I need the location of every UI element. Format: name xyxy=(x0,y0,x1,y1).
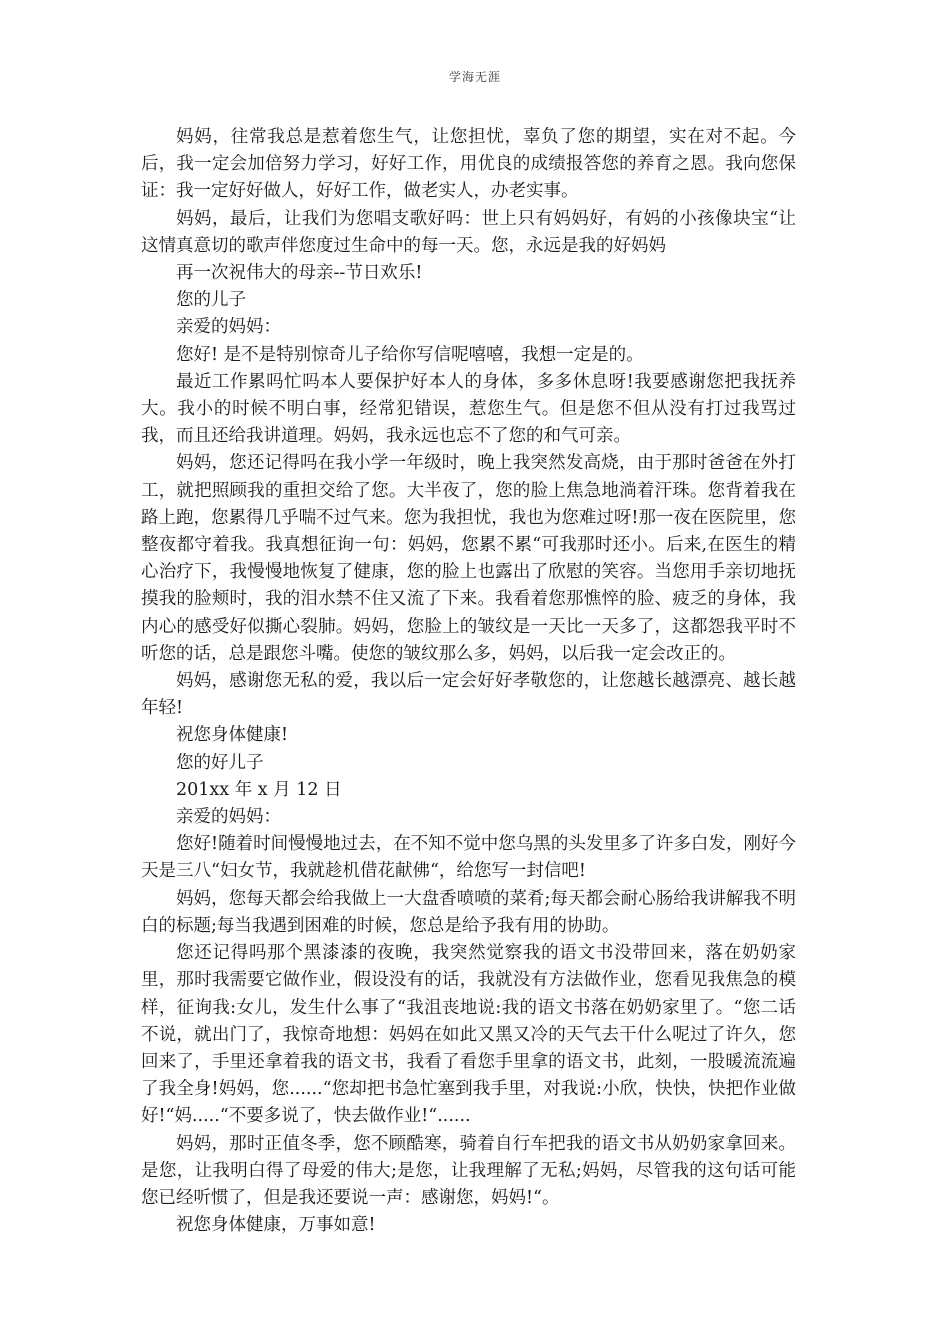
date-line: 201xx 年 x 月 12 日 xyxy=(176,779,342,800)
paragraph: 妈妈，那时正值冬季，您不顾酷寒，骑着自行车把我的语文书从奶奶家拿回来。是您，让我明白得了母爱的伟大;是您，让我理解了无私;妈妈，尽管我的这句话可能您已经听惯了，但是我还要说一声：感谢您，妈妈!“。 xyxy=(141,1133,796,1208)
paragraph: 妈妈，您还记得吗在我小学一年级时，晚上我突然发高烧，由于那时爸爸在外打工，就把照顾我的重担交给了您。大半夜了，您的脸上焦急地淌着汗珠。您背着我在路上跑，您累得几乎喘不过气来。您为我担忧，我也为您难过呀!那一夜在医院里，您整夜都守着我。我真想征询一句：妈妈，您累不累“可我那时还小。后来,在医生的精心治疗下，我慢慢地恢复了健康，您的脸上也露出了欣慰的笑容。当您用手亲切地抚摸我的脸颊时，我的泪水禁不住又流了下来。我看着您那憔悴的脸、疲乏的身体，我内心的感受好似撕心裂肺。妈妈，您脸上的皱纹是一天比一天多了，这都怨我平时不听您的话，总是跟您斗嘴。使您的皱纹那么多，妈妈，以后我一定会改正的。 xyxy=(141,453,796,664)
paragraph: 妈妈，您每天都会给我做上一大盘香喷喷的菜肴;每天都会耐心肠给我讲解我不明白的标题;每当我遇到困难的时候，您总是给予我有用的协助。 xyxy=(141,888,796,936)
paragraph: 再一次祝伟大的母亲--节日欢乐! xyxy=(176,263,423,284)
salutation: 亲爱的妈妈： xyxy=(176,317,281,338)
signature-line: 您的儿子 xyxy=(176,290,246,311)
paragraph: 您好! 是不是特别惊奇儿子给你写信呢嘻嘻，我想一定是的。 xyxy=(176,344,644,365)
paragraph: 最近工作累吗忙吗本人要保护好本人的身体，多多休息呀!我要感谢您把我抚养大。我小的时候不明白事，经常犯错误，惹您生气。但是您不但从没有打过我骂过我，而且还给我讲道理。妈妈，我永远也忘不了您的和气可亲。 xyxy=(141,371,796,447)
paragraph: 您还记得吗那个黑漆漆的夜晚，我突然觉察我的语文书没带回来，落在奶奶家里，那时我需要它做作业，假设没有的话，我就没有方法做作业，您看见我焦急的模样，征询我:女儿，发生什么事了“我沮丧地说:我的语文书落在奶奶家里了。“您二话不说，就出门了，我惊奇地想：妈妈在如此又黑又冷的天气去干什么呢过了许久，您回来了，手里还拿着我的语文书，我看了看您手里拿的语文书，此刻，一股暖流流遍了我全身!妈妈，您......“您却把书急忙塞到我手里，对我说:小欣，快快，快把作业做好!“妈.....“不要多说了，快去做作业!“...... xyxy=(141,943,796,1127)
signature-line: 您的好儿子 xyxy=(176,752,264,773)
paragraph: 妈妈，往常我总是惹着您生气，让您担忧，辜负了您的期望，实在对不起。今后，我一定会加倍努力学习，好好工作，用优良的成绩报答您的养育之恩。我向您保证：我一定好好做人，好好工作，做老实人，办老实事。 xyxy=(141,127,796,202)
paragraph: 您好!随着时间慢慢地过去，在不知不觉中您乌黑的头发里多了许多白发，刚好今天是三八“妇女节，我就趁机借花献佛“，给您写一封信吧! xyxy=(141,834,796,882)
salutation: 亲爱的妈妈： xyxy=(176,807,281,828)
letter-body xyxy=(141,124,796,1239)
closing-line: 祝您身体健康! xyxy=(176,725,289,746)
page-header: 学海无涯 xyxy=(448,70,501,84)
paragraph: 妈妈，感谢您无私的爱，我以后一定会好好孝敬您的，让您越长越漂亮、越长越年轻! xyxy=(141,671,796,719)
closing-line: 祝您身体健康，万事如意! xyxy=(176,1215,376,1236)
paragraph: 妈妈，最后，让我们为您唱支歌好吗：世上只有妈妈好，有妈的小孩像块宝“让这情真意切的歌声伴您度过生命中的每一天。您，永远是我的好妈妈 xyxy=(141,208,796,256)
